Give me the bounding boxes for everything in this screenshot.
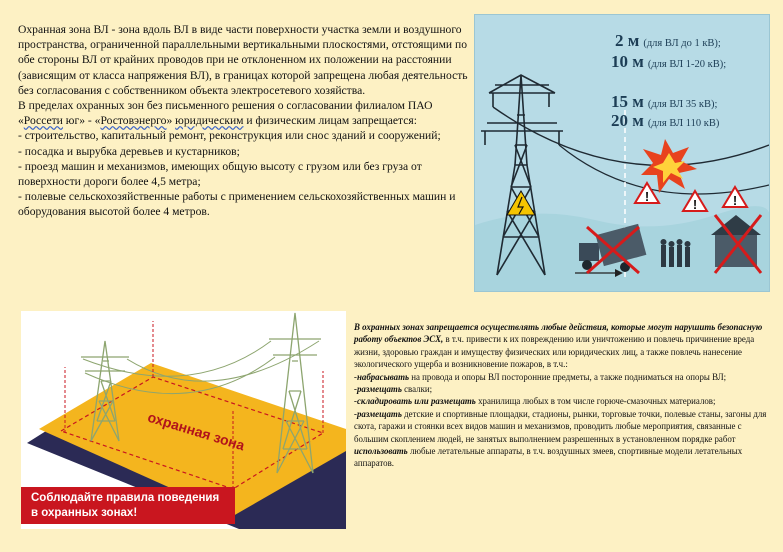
distance-value: 2 м [615, 31, 640, 50]
item-verb: -размещать [354, 408, 402, 419]
intro-part: Ростовэнерго [100, 114, 167, 128]
security-zone-poster [21, 311, 346, 529]
item-text: свалки; [401, 384, 433, 395]
restriction-item: - посадка и вырубка деревьев и кустарников; [18, 144, 240, 158]
svg-text:!: ! [732, 193, 738, 208]
item-verb: -размещать [354, 384, 402, 395]
distance-row [611, 92, 717, 112]
distance-condition: (для ВЛ 1-20 кВ); [647, 59, 727, 70]
protection-distance-poster [474, 14, 770, 292]
banner-line: Соблюдайте правила поведения [31, 492, 220, 504]
definition-paragraph: Охранная зона ВЛ - зона вдоль ВЛ в виде части поверхности участка земли и воздушного пространства, ограниченной параллельными вертикальными плоскостями, отстоящими по обе стороны ВЛ от крайних проводов при не отклоненном их положении на расстоянии (зависящим от класса напряжения ВЛ), в границах которой запрещена любая деятельность без согласования с собственником объекта электросетевого хозяйства. [18, 23, 468, 97]
intro-bold: В охранных зонах запрещается осуществлять любые действия, которые могут нарушить безопасную работу объектов ЭСХ, [354, 322, 763, 345]
restriction-item: - полевые сельскохозяйственные работы с применением сельскохозяйственных машин и оборудования высотой более 4 метров. [18, 190, 456, 219]
item-verb: -складировать или размещать [354, 396, 476, 407]
distance-value: 20 м [611, 111, 644, 130]
item-text: детские и спортивные площадки, стадионы, рынки, торговые точки, полевые станы, загоны для скота, гаражи и стоянки всех видов машин и механизмов, проводить любые мероприятия, связанные с большим скоплением людей, не занятых выполнением разрешенных в установленном порядке работ [354, 408, 767, 444]
intro-part: » [166, 114, 176, 128]
warning-triangles [635, 183, 747, 212]
item-text: любые летательные аппараты, в т.ч. воздушных змеев, спортивные модели летательных аппаратов. [354, 446, 743, 469]
distance-value: 10 м [611, 52, 644, 71]
distance-condition: (для ВЛ 35 кВ); [647, 99, 718, 110]
prohibition-item [354, 371, 774, 383]
intro-part: юридическим [175, 114, 244, 128]
main-text-block [18, 22, 473, 220]
distance-row [611, 52, 726, 72]
svg-text:!: ! [644, 189, 650, 204]
prohibition-item [354, 383, 774, 395]
prohibitions-text [354, 321, 774, 470]
intro-part: юг» - « [62, 114, 101, 128]
zone-label: охранная зона [145, 408, 247, 454]
distance-value: 15 м [611, 92, 644, 111]
rules-banner [21, 487, 235, 524]
distance-condition: (для ВЛ до 1 кВ); [643, 38, 721, 49]
prohibition-item [354, 395, 774, 407]
distance-row [611, 111, 719, 131]
item-text: хранилища любых в том числе горюче-смазочных материалов; [475, 396, 716, 407]
intro-part: В пределах охранных зон без письменного решения о согласовании филиалом ПАО « [18, 99, 433, 128]
intro-part: Россети [23, 114, 63, 128]
prohibitions-intro [354, 321, 774, 371]
restriction-item: - проезд машин и механизмов, имеющих общую высоту с грузом или без груза от поверхности дороги более 4,5 метра; [18, 159, 422, 189]
restriction-intro [18, 98, 473, 128]
intro-rest: в т.ч. привести к их повреждению или уничтожению и повлечь причинение вреда жизни, здоровью граждан и имуществу физических или юридических лиц, а также повлечь нанесение экологического ущерба и возникновение пожаров, в т.ч.: [354, 334, 755, 370]
banner-line: в охранных зонах! [31, 507, 138, 519]
item-verb: -набрасывать [354, 371, 410, 382]
restriction-item: - строительство, капитальный ремонт, реконструкция или снос зданий и сооружений; [18, 129, 441, 143]
item-verb: использовать [354, 446, 408, 457]
svg-text:!: ! [692, 197, 698, 212]
distance-row [615, 31, 721, 51]
prohibition-item [354, 445, 774, 470]
intro-part: и физическим лицам запрещается: [243, 114, 417, 128]
item-text: на провода и опоры ВЛ посторонние предметы, а также подниматься на опоры ВЛ; [409, 371, 727, 382]
distance-condition: (для ВЛ 110 кВ) [647, 118, 720, 129]
prohibition-item [354, 408, 774, 445]
